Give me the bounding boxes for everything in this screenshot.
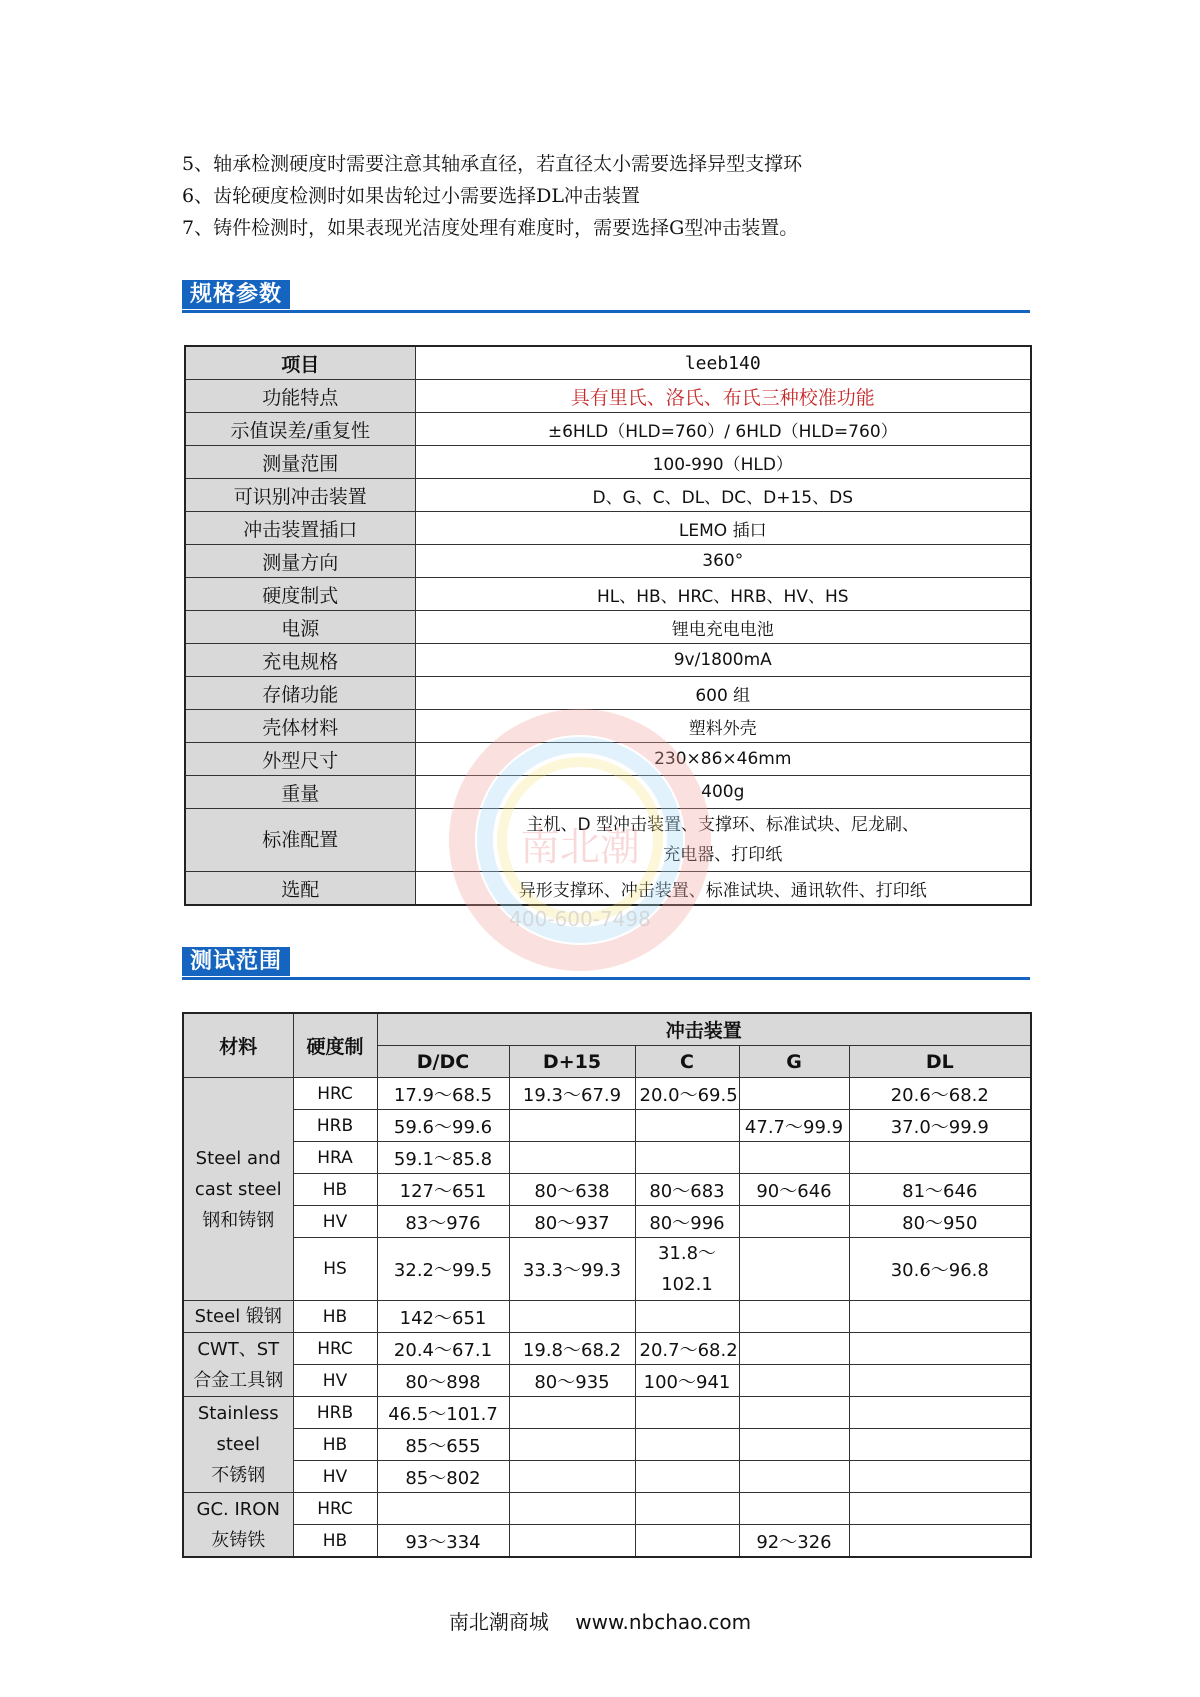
range-cell: 92～326 xyxy=(739,1525,849,1558)
range-cell xyxy=(739,1142,849,1174)
range-cell: 83～976 xyxy=(377,1206,509,1238)
range-cell: 59.1～85.8 xyxy=(377,1142,509,1174)
material-line: Steel 锻钢 xyxy=(194,1306,282,1327)
spec-label: 功能特点 xyxy=(185,380,415,413)
range-cell xyxy=(635,1142,739,1174)
spec-value: ±6HLD（HLD=760）/ 6HLD（HLD=760） xyxy=(415,413,1031,446)
table-row xyxy=(185,776,1031,809)
range-cell xyxy=(739,1301,849,1333)
range-cell: 90～646 xyxy=(739,1174,849,1206)
section-title: 规格参数 xyxy=(182,280,290,309)
range-cell xyxy=(739,1365,849,1397)
range-cell: 20.0～69.5 xyxy=(635,1078,739,1110)
range-cell: 80～950 xyxy=(849,1206,1031,1238)
range-cell xyxy=(849,1525,1031,1558)
table-row xyxy=(185,545,1031,578)
table-row xyxy=(185,346,1031,380)
table-row xyxy=(185,578,1031,611)
range-section-heading xyxy=(182,947,1030,979)
table-row xyxy=(183,1078,1031,1110)
scale-cell: HRC xyxy=(293,1333,377,1365)
spec-value: 塑料外壳 xyxy=(415,710,1031,743)
scale-cell: HV xyxy=(293,1461,377,1493)
range-cell xyxy=(739,1078,849,1110)
table-row xyxy=(185,446,1031,479)
table-row xyxy=(185,413,1031,446)
spec-value: 9v/1800mA xyxy=(415,644,1031,677)
range-cell: 20.4～67.1 xyxy=(377,1333,509,1365)
spec-label: 冲击装置插口 xyxy=(185,512,415,545)
material-line: cast steel xyxy=(194,1178,282,1200)
column-header-device: D/DC xyxy=(377,1046,509,1078)
spec-table xyxy=(184,345,1032,906)
scale-cell: HV xyxy=(293,1206,377,1238)
spec-label: 存储功能 xyxy=(185,677,415,710)
spec-label: 测量方向 xyxy=(185,545,415,578)
scale-cell: HB xyxy=(293,1429,377,1461)
range-cell xyxy=(509,1525,635,1558)
range-cell xyxy=(849,1429,1031,1461)
range-cell: 80～638 xyxy=(509,1174,635,1206)
table-row xyxy=(183,1174,1031,1206)
spec-value: D、G、C、DL、DC、D+15、DS xyxy=(415,479,1031,512)
range-cell xyxy=(635,1429,739,1461)
material-line: Steel and xyxy=(195,1147,281,1169)
range-cell xyxy=(739,1333,849,1365)
range-cell: 100～941 xyxy=(635,1365,739,1397)
spec-value-line: 主机、D 型冲击装置、支撑环、标准试块、尼龙刷、 xyxy=(526,815,919,835)
spec-value: HL、HB、HRC、HRB、HV、HS xyxy=(415,578,1031,611)
table-row xyxy=(185,743,1031,776)
range-cell: 59.6～99.6 xyxy=(377,1110,509,1142)
note-line: 6、齿轮硬度检测时如果齿轮过小需要选择DL冲击装置 xyxy=(182,185,640,207)
column-header-material: 材料 xyxy=(183,1013,293,1078)
table-row xyxy=(183,1525,1031,1558)
spec-value: LEMO 插口 xyxy=(415,512,1031,545)
table-row xyxy=(183,1493,1031,1525)
range-cell xyxy=(849,1397,1031,1429)
range-cell xyxy=(849,1365,1031,1397)
range-cell xyxy=(509,1110,635,1142)
range-cell: 80～937 xyxy=(509,1206,635,1238)
spec-label: 选配 xyxy=(185,872,415,906)
range-table xyxy=(182,1012,1032,1558)
table-row xyxy=(185,710,1031,743)
material-line: 不锈钢 xyxy=(211,1465,266,1486)
material-line: GC. IRON xyxy=(196,1498,280,1520)
table-row xyxy=(183,1365,1031,1397)
material-cell xyxy=(183,1078,293,1301)
spec-value: 400g xyxy=(415,776,1031,809)
material-cell xyxy=(183,1333,293,1397)
table-row xyxy=(183,1142,1031,1174)
column-header-scale: 硬度制 xyxy=(293,1013,377,1078)
spec-label: 可识别冲击装置 xyxy=(185,479,415,512)
range-cell: 142～651 xyxy=(377,1301,509,1333)
spec-value: 100-990（HLD） xyxy=(415,446,1031,479)
range-cell: 20.7～68.2 xyxy=(635,1333,739,1365)
table-row xyxy=(183,1206,1031,1238)
range-cell: 127～651 xyxy=(377,1174,509,1206)
range-cell xyxy=(635,1525,739,1558)
scale-cell: HV xyxy=(293,1365,377,1397)
spec-label: 充电规格 xyxy=(185,644,415,677)
note-line: 5、轴承检测硬度时需要注意其轴承直径，若直径太小需要选择异型支撑环 xyxy=(182,153,803,175)
range-cell: 80～996 xyxy=(635,1206,739,1238)
material-cell xyxy=(183,1493,293,1558)
spec-label: 硬度制式 xyxy=(185,578,415,611)
range-cell: 80～898 xyxy=(377,1365,509,1397)
range-cell: 32.2～99.5 xyxy=(377,1238,509,1301)
watermark-phone: 400-600-7498 xyxy=(509,907,651,931)
range-cell: 17.9～68.5 xyxy=(377,1078,509,1110)
footer-url-link[interactable]: www.nbchao.com xyxy=(575,1610,752,1634)
material-cell xyxy=(183,1397,293,1493)
scale-cell: HRB xyxy=(293,1397,377,1429)
column-header-device: C xyxy=(635,1046,739,1078)
spec-value: 600 组 xyxy=(415,677,1031,710)
scale-cell: HB xyxy=(293,1174,377,1206)
notes-list xyxy=(182,148,1042,244)
table-row xyxy=(183,1397,1031,1429)
range-cell xyxy=(849,1333,1031,1365)
range-cell: 47.7～99.9 xyxy=(739,1110,849,1142)
table-row xyxy=(183,1333,1031,1365)
scale-cell: HS xyxy=(293,1238,377,1301)
range-cell xyxy=(509,1429,635,1461)
section-title: 测试范围 xyxy=(182,947,290,976)
range-cell: 81～646 xyxy=(849,1174,1031,1206)
range-cell xyxy=(509,1142,635,1174)
spec-value: 230×86×46mm xyxy=(415,743,1031,776)
range-cell xyxy=(635,1493,739,1525)
range-cell: 46.5～101.7 xyxy=(377,1397,509,1429)
range-cell xyxy=(739,1461,849,1493)
range-cell xyxy=(739,1238,849,1301)
range-cell: 93～334 xyxy=(377,1525,509,1558)
spec-value: 锂电充电电池 xyxy=(415,611,1031,644)
spec-value: 360° xyxy=(415,545,1031,578)
range-cell: 30.6～96.8 xyxy=(849,1238,1031,1301)
spec-label: 标准配置 xyxy=(185,809,415,872)
range-cell: 85～655 xyxy=(377,1429,509,1461)
material-line: 灰铸铁 xyxy=(211,1529,266,1551)
table-row xyxy=(183,1301,1031,1333)
spec-label: 测量范围 xyxy=(185,446,415,479)
spec-value xyxy=(415,809,1031,872)
range-cell xyxy=(509,1301,635,1333)
range-cell: 85～802 xyxy=(377,1461,509,1493)
material-line: Stainless xyxy=(197,1403,279,1424)
table-row xyxy=(185,677,1031,710)
spec-label: 项目 xyxy=(185,346,415,380)
column-header-device: D+15 xyxy=(509,1046,635,1078)
material-cell xyxy=(183,1301,293,1333)
range-cell xyxy=(377,1493,509,1525)
scale-cell: HRA xyxy=(293,1142,377,1174)
note-line: 7、铸件检测时，如果表现光洁度处理有难度时，需要选择G型冲击装置。 xyxy=(182,217,799,239)
column-header-device: DL xyxy=(849,1046,1031,1078)
range-cell xyxy=(849,1493,1031,1525)
spec-label: 电源 xyxy=(185,611,415,644)
range-cell: 80～683 xyxy=(635,1174,739,1206)
material-line: CWT、ST xyxy=(197,1338,280,1360)
section-divider xyxy=(182,310,1030,313)
range-cell xyxy=(509,1493,635,1525)
range-cell xyxy=(739,1493,849,1525)
scale-cell: HRC xyxy=(293,1078,377,1110)
spec-label: 外型尺寸 xyxy=(185,743,415,776)
watermark-text: 南北潮 xyxy=(520,824,640,870)
range-cell: 37.0～99.9 xyxy=(849,1110,1031,1142)
range-cell: 33.3～99.3 xyxy=(509,1238,635,1301)
range-cell: 19.3～67.9 xyxy=(509,1078,635,1110)
range-cell xyxy=(509,1461,635,1493)
table-row xyxy=(183,1429,1031,1461)
spec-value: leeb140 xyxy=(415,346,1031,380)
table-header-row xyxy=(183,1013,1031,1046)
range-cell xyxy=(635,1397,739,1429)
material-line: steel xyxy=(216,1434,261,1455)
scale-cell: HB xyxy=(293,1525,377,1558)
table-row xyxy=(185,611,1031,644)
table-row xyxy=(185,809,1031,872)
range-cell xyxy=(849,1461,1031,1493)
spec-label: 壳体材料 xyxy=(185,710,415,743)
column-header-device: G xyxy=(739,1046,849,1078)
spec-value: 具有里氏、洛氏、布氏三种校准功能 xyxy=(415,380,1031,413)
scale-cell: HB xyxy=(293,1301,377,1333)
range-cell: 80～935 xyxy=(509,1365,635,1397)
footer-site-name: 南北潮商城 xyxy=(448,1610,549,1634)
range-cell xyxy=(739,1397,849,1429)
range-cell: 31.8～ 102.1 xyxy=(635,1238,739,1301)
range-cell xyxy=(635,1461,739,1493)
section-divider xyxy=(182,977,1030,980)
scale-cell: HRC xyxy=(293,1493,377,1525)
material-line: 钢和铸钢 xyxy=(202,1209,275,1231)
table-row xyxy=(183,1238,1031,1301)
spec-label: 重量 xyxy=(185,776,415,809)
table-row xyxy=(185,512,1031,545)
table-row xyxy=(185,479,1031,512)
table-row xyxy=(185,380,1031,413)
column-header-device-group: 冲击装置 xyxy=(377,1013,1031,1046)
table-row xyxy=(183,1110,1031,1142)
range-cell xyxy=(849,1142,1031,1174)
material-line: 合金工具钢 xyxy=(193,1369,284,1391)
table-row xyxy=(185,872,1031,906)
spec-label: 示值误差/重复性 xyxy=(185,413,415,446)
page-footer xyxy=(0,1606,1200,1635)
table-row xyxy=(183,1461,1031,1493)
spec-section-heading xyxy=(182,280,1030,312)
range-cell xyxy=(849,1301,1031,1333)
table-row xyxy=(185,644,1031,677)
scale-cell: HRB xyxy=(293,1110,377,1142)
spec-value-line: 充电器、打印纸 xyxy=(663,845,783,865)
range-cell: 20.6～68.2 xyxy=(849,1078,1031,1110)
range-cell xyxy=(635,1110,739,1142)
spec-value: 异形支撑环、冲击装置、标准试块、通讯软件、打印纸 xyxy=(415,872,1031,906)
range-cell xyxy=(509,1397,635,1429)
range-cell xyxy=(739,1429,849,1461)
range-cell xyxy=(635,1301,739,1333)
range-cell xyxy=(739,1206,849,1238)
range-cell: 19.8～68.2 xyxy=(509,1333,635,1365)
